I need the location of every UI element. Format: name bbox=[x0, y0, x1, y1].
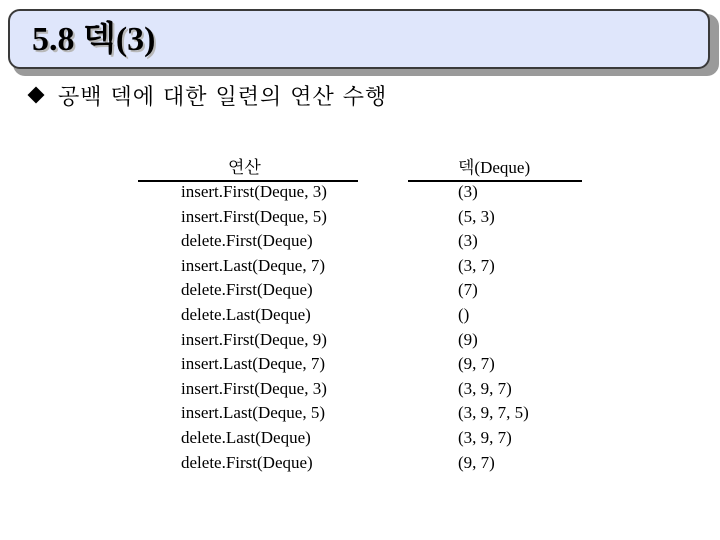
title-bar bbox=[8, 9, 710, 69]
header-rule-deque bbox=[408, 180, 582, 182]
operation-cell: insert.First(Deque, 3) bbox=[181, 378, 327, 398]
deque-state-cell: (3, 9, 7) bbox=[458, 378, 512, 398]
operation-cell: delete.First(Deque) bbox=[181, 231, 313, 251]
bullet-item bbox=[30, 80, 387, 110]
operation-cell: insert.First(Deque, 9) bbox=[181, 329, 327, 349]
deque-state-cell: (3) bbox=[458, 231, 478, 251]
operation-cell: insert.Last(Deque, 7) bbox=[181, 354, 325, 374]
operation-cell: insert.First(Deque, 5) bbox=[181, 206, 327, 226]
deque-state-cell: (3) bbox=[458, 182, 478, 201]
operation-cell: delete.Last(Deque) bbox=[181, 305, 311, 324]
bullet-text: 공백 덱에 대한 일련의 연산 수행 bbox=[58, 84, 388, 110]
deque-state-cell: (3, 7) bbox=[458, 255, 495, 275]
operation-cell: insert.Last(Deque, 5) bbox=[181, 403, 325, 423]
deque-state-cell: (7) bbox=[458, 280, 478, 300]
operation-cell: insert.First(Deque, 3) bbox=[181, 182, 327, 201]
deque-state-cell: (5, 3) bbox=[458, 206, 495, 226]
slide-title: 5.8 덱(3) bbox=[32, 21, 156, 58]
deque-state-cell: (9, 7) bbox=[458, 354, 495, 374]
deque-state-cell: (9, 7) bbox=[458, 452, 495, 472]
operation-cell: delete.Last(Deque) bbox=[181, 428, 311, 447]
header-deque: 덱(Deque) bbox=[458, 158, 531, 177]
operation-cell: delete.First(Deque) bbox=[181, 452, 313, 472]
operation-cell: insert.Last(Deque, 7) bbox=[181, 255, 325, 275]
deque-state-cell: () bbox=[458, 305, 470, 324]
deque-state-cell: (3, 9, 7) bbox=[458, 428, 512, 447]
deque-state-cell: (9) bbox=[458, 329, 478, 349]
header-operation: 연산 bbox=[228, 158, 261, 177]
deque-state-cell: (3, 9, 7, 5) bbox=[458, 403, 529, 423]
operation-cell: delete.First(Deque) bbox=[181, 280, 313, 300]
diamond-bullet-icon bbox=[28, 87, 45, 104]
